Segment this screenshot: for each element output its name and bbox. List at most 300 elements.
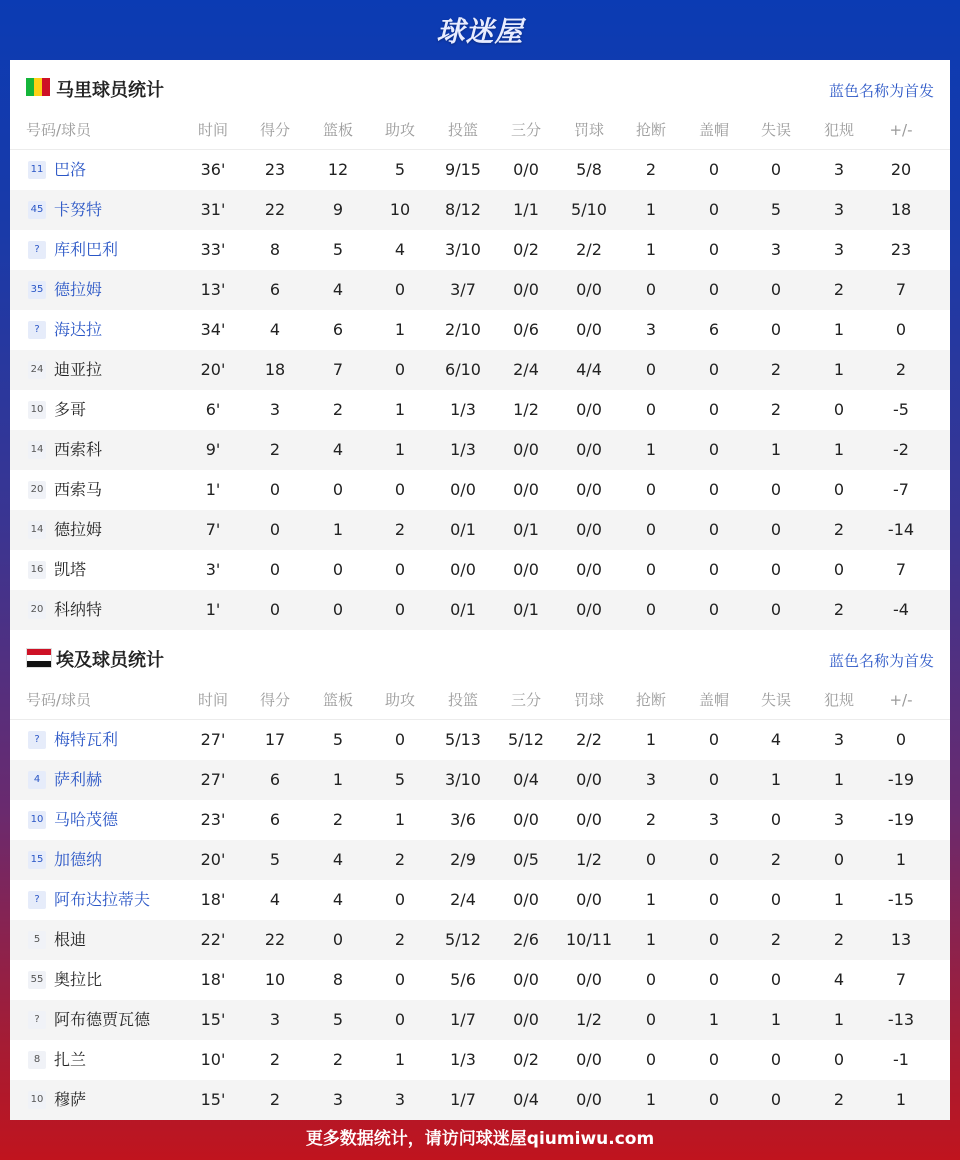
stat-cell: -19 — [887, 770, 915, 789]
stat-cell: 0 — [394, 560, 406, 579]
stat-cell: 0 — [833, 1050, 845, 1069]
stat-cell: 0 — [645, 600, 657, 619]
column-header: +/- — [889, 121, 913, 139]
stat-cell: 0 — [269, 560, 281, 579]
stat-cell: 3 — [332, 1090, 344, 1109]
stat-cell: 0/0 — [450, 480, 476, 499]
stat-cell: 8 — [269, 240, 281, 259]
stat-cell: 7 — [332, 360, 344, 379]
jersey-number: 4 — [28, 771, 46, 789]
stat-cell: 0 — [708, 890, 720, 909]
player-row[interactable] — [10, 800, 950, 840]
player-row[interactable] — [10, 920, 950, 960]
stat-cell: 3 — [645, 770, 657, 789]
player-name[interactable]: 阿布德贾瓦德 — [54, 1010, 151, 1029]
stat-cell: 0 — [332, 480, 344, 499]
team-header — [10, 630, 950, 686]
stat-cell: 0/4 — [513, 770, 539, 789]
stat-cell: 0/6 — [513, 320, 539, 339]
stat-cell: 1/1 — [513, 200, 539, 219]
stat-cell: 0 — [394, 280, 406, 299]
stat-cell: 0/1 — [513, 520, 539, 539]
column-header: 盖帽 — [698, 121, 729, 139]
player-row[interactable] — [10, 310, 950, 350]
column-header: 得分 — [259, 121, 290, 139]
stat-cell: 6' — [205, 400, 221, 419]
player-row[interactable] — [10, 720, 950, 760]
stat-cell: 1 — [332, 770, 344, 789]
stat-cell: 1 — [645, 440, 657, 459]
stat-cell: 0/0 — [576, 810, 602, 829]
player-name[interactable]: 西索马 — [54, 480, 103, 499]
stat-cell: 1 — [833, 890, 845, 909]
stat-cell: -4 — [893, 600, 909, 619]
jersey-number: 24 — [28, 361, 46, 379]
stat-cell: 0/1 — [513, 600, 539, 619]
stat-cell: 0/0 — [576, 600, 602, 619]
stat-cell: 18 — [890, 200, 912, 219]
player-name[interactable]: 库利巴利 — [54, 240, 119, 259]
stat-cell: 0/0 — [576, 1050, 602, 1069]
jersey-number: ? — [28, 731, 46, 749]
stat-cell: 9 — [332, 200, 344, 219]
stat-cell: 1' — [205, 480, 221, 499]
stat-cell: 0/0 — [513, 560, 539, 579]
player-row[interactable] — [10, 960, 950, 1000]
stat-cell: 2 — [332, 400, 344, 419]
stat-cell: 0/0 — [450, 560, 476, 579]
stat-cell: 0/0 — [576, 560, 602, 579]
player-name[interactable]: 马哈茂德 — [54, 810, 119, 829]
stat-cell: -7 — [893, 480, 909, 499]
jersey-number: 55 — [28, 971, 46, 989]
stat-cell: 3 — [833, 730, 845, 749]
stat-cell: 1 — [770, 440, 782, 459]
stat-cell: 2 — [895, 360, 907, 379]
stat-cell: 0 — [708, 1090, 720, 1109]
stat-cell: 0 — [394, 730, 406, 749]
stat-cell: 2/6 — [513, 930, 539, 949]
stat-cell: 6 — [708, 320, 720, 339]
stat-cell: 15' — [200, 1010, 226, 1029]
stat-cell: 2 — [394, 930, 406, 949]
stats-panel — [10, 60, 950, 1120]
stat-cell: 23' — [200, 810, 226, 829]
jersey-number: 14 — [28, 521, 46, 539]
stat-cell: 4 — [269, 320, 281, 339]
stat-cell: 1 — [895, 850, 907, 869]
stat-cell: 5 — [269, 850, 281, 869]
jersey-number: 11 — [28, 161, 46, 179]
stat-cell: 0 — [895, 730, 907, 749]
stat-cell: 17 — [264, 730, 286, 749]
column-header-row — [10, 110, 950, 150]
stat-cell: 1 — [394, 810, 406, 829]
stat-cell: 0 — [770, 1090, 782, 1109]
stat-cell: 6/10 — [445, 360, 481, 379]
player-name[interactable]: 迪亚拉 — [54, 360, 103, 379]
stat-cell: 12 — [327, 160, 349, 179]
stat-cell: 0/2 — [513, 1050, 539, 1069]
stat-cell: 0 — [394, 600, 406, 619]
stat-cell: 4 — [332, 850, 344, 869]
stat-cell: 1 — [708, 1010, 720, 1029]
stat-cell: 1/3 — [450, 440, 476, 459]
stat-cell: 1 — [833, 440, 845, 459]
stat-cell: 1/3 — [450, 1050, 476, 1069]
stat-cell: 2 — [269, 1090, 281, 1109]
stat-cell: 0 — [770, 600, 782, 619]
stat-cell: 0 — [332, 930, 344, 949]
stat-cell: 1 — [394, 1050, 406, 1069]
stat-cell: 0/0 — [576, 400, 602, 419]
stat-cell: 1 — [332, 520, 344, 539]
stat-cell: 0 — [645, 560, 657, 579]
stat-cell: 0 — [394, 970, 406, 989]
player-row[interactable] — [10, 430, 950, 470]
player-name[interactable]: 奥拉比 — [54, 970, 103, 989]
stat-cell: 23 — [890, 240, 912, 259]
stat-cell: 3/6 — [450, 810, 476, 829]
column-header: 助攻 — [384, 691, 415, 709]
stat-cell: 2 — [833, 930, 845, 949]
stat-cell: 0/0 — [576, 890, 602, 909]
column-header: 犯规 — [823, 121, 854, 139]
stat-cell: 5 — [770, 200, 782, 219]
stat-cell: 20 — [890, 160, 912, 179]
player-row[interactable] — [10, 840, 950, 880]
player-name[interactable]: 科纳特 — [54, 600, 103, 619]
stat-cell: 3 — [708, 810, 720, 829]
stat-cell: 0 — [770, 810, 782, 829]
stat-cell: 5/13 — [445, 730, 481, 749]
stat-cell: 0 — [394, 360, 406, 379]
player-name[interactable]: 西索科 — [54, 440, 103, 459]
stat-cell: 2 — [833, 520, 845, 539]
stat-cell: 0/4 — [513, 1090, 539, 1109]
player-row[interactable] — [10, 1000, 950, 1040]
stat-cell: 0 — [708, 400, 720, 419]
stat-cell: 4 — [770, 730, 782, 749]
stat-cell: 20' — [200, 360, 226, 379]
column-header: 得分 — [259, 691, 290, 709]
team-title: 埃及球员统计 — [56, 650, 164, 671]
stat-cell: 10 — [264, 970, 286, 989]
column-header: 投篮 — [447, 691, 478, 709]
player-row[interactable] — [10, 190, 950, 230]
stat-cell: 3 — [645, 320, 657, 339]
player-name[interactable]: 穆萨 — [54, 1090, 87, 1109]
stat-cell: 0 — [645, 1010, 657, 1029]
team-header — [10, 60, 950, 116]
stat-cell: 0 — [332, 600, 344, 619]
stat-cell: 18 — [264, 360, 286, 379]
stat-cell: 10' — [200, 1050, 226, 1069]
stat-cell: 0 — [708, 520, 720, 539]
player-name[interactable]: 海达拉 — [54, 320, 103, 339]
stat-cell: 18' — [200, 890, 226, 909]
stat-cell: 2 — [770, 360, 782, 379]
stat-cell: 10 — [389, 200, 411, 219]
player-name[interactable]: 凯塔 — [54, 560, 87, 579]
player-row[interactable] — [10, 510, 950, 550]
stat-cell: 4 — [394, 240, 406, 259]
column-header: 投篮 — [447, 121, 478, 139]
jersey-number: 35 — [28, 281, 46, 299]
stat-cell: 0/0 — [576, 970, 602, 989]
stat-cell: 1 — [394, 320, 406, 339]
stat-cell: 3/10 — [445, 770, 481, 789]
column-header: 时间 — [197, 121, 228, 139]
column-header: 失误 — [760, 691, 791, 709]
stat-cell: 1/7 — [450, 1090, 476, 1109]
player-name[interactable]: 梅特瓦利 — [54, 730, 119, 749]
column-header-row — [10, 680, 950, 720]
jersey-number: 5 — [28, 931, 46, 949]
column-header: 号码/球员 — [26, 121, 92, 139]
column-header: 盖帽 — [698, 691, 729, 709]
stat-cell: 1' — [205, 600, 221, 619]
stat-cell: 2 — [332, 810, 344, 829]
stat-cell: 2 — [269, 440, 281, 459]
stat-cell: 5/12 — [508, 730, 544, 749]
player-row[interactable] — [10, 150, 950, 190]
stat-cell: 0 — [770, 480, 782, 499]
stat-cell: 0 — [645, 360, 657, 379]
stat-cell: 0 — [833, 480, 845, 499]
jersey-number: 45 — [28, 201, 46, 219]
stat-cell: 1 — [645, 1090, 657, 1109]
stat-cell: 1 — [770, 770, 782, 789]
stat-cell: 7 — [895, 280, 907, 299]
stat-cell: -13 — [887, 1010, 915, 1029]
stat-cell: 7 — [895, 970, 907, 989]
player-row[interactable] — [10, 760, 950, 800]
stat-cell: 1 — [833, 770, 845, 789]
stat-cell: 22 — [264, 930, 286, 949]
player-row[interactable] — [10, 350, 950, 390]
stat-cell: 0 — [708, 200, 720, 219]
stat-cell: -19 — [887, 810, 915, 829]
stat-cell: 0 — [708, 930, 720, 949]
jersey-number: 20 — [28, 601, 46, 619]
stat-cell: 0/0 — [513, 970, 539, 989]
stat-cell: 13 — [890, 930, 912, 949]
mali-flag-icon — [26, 78, 50, 96]
jersey-number: ? — [28, 241, 46, 259]
stat-cell: 0/0 — [576, 770, 602, 789]
stat-cell: -5 — [893, 400, 909, 419]
footer-text: 更多数据统计，请访问球迷屋qiumiwu.com — [305, 1129, 655, 1149]
stat-cell: 1/2 — [576, 850, 602, 869]
column-header: 篮板 — [322, 121, 353, 139]
player-row[interactable] — [10, 880, 950, 920]
stat-cell: -2 — [893, 440, 909, 459]
stat-cell: 2 — [770, 930, 782, 949]
stat-cell: 3 — [770, 240, 782, 259]
stat-cell: 1 — [645, 200, 657, 219]
jersey-number: 20 — [28, 481, 46, 499]
stat-cell: 0 — [708, 160, 720, 179]
stat-cell: 3 — [833, 240, 845, 259]
stat-cell: 1 — [394, 400, 406, 419]
stat-cell: 0 — [708, 730, 720, 749]
stat-cell: 0 — [645, 850, 657, 869]
jersey-number: ? — [28, 891, 46, 909]
stat-cell: 6 — [269, 280, 281, 299]
stat-cell: 31' — [200, 200, 226, 219]
jersey-number: 10 — [28, 811, 46, 829]
stat-cell: 1 — [833, 1010, 845, 1029]
stat-cell: 9' — [205, 440, 221, 459]
column-header: 号码/球员 — [26, 691, 92, 709]
stat-cell: 1 — [895, 1090, 907, 1109]
stat-cell: 2/2 — [576, 240, 602, 259]
column-header: +/- — [889, 691, 913, 709]
stat-cell: 0 — [770, 280, 782, 299]
player-row[interactable] — [10, 590, 950, 630]
stat-cell: 0 — [394, 480, 406, 499]
stat-cell: 2 — [394, 520, 406, 539]
player-row[interactable] — [10, 270, 950, 310]
stat-cell: 20' — [200, 850, 226, 869]
stat-cell: 3 — [269, 1010, 281, 1029]
stat-cell: 1 — [645, 930, 657, 949]
stat-cell: 0 — [770, 520, 782, 539]
stat-cell: 2/9 — [450, 850, 476, 869]
stat-cell: 1 — [833, 360, 845, 379]
egypt-flag-icon — [26, 648, 52, 668]
stat-cell: 1 — [645, 890, 657, 909]
stat-cell: 0 — [708, 480, 720, 499]
stat-cell: 0 — [708, 600, 720, 619]
player-name[interactable]: 根迪 — [54, 930, 87, 949]
stat-cell: 2 — [833, 280, 845, 299]
brand-logo: 球迷屋 — [436, 15, 524, 48]
player-row[interactable] — [10, 470, 950, 510]
stat-cell: 0 — [645, 480, 657, 499]
stat-cell: 0 — [708, 360, 720, 379]
stat-cell: 0 — [770, 1050, 782, 1069]
player-row[interactable] — [10, 550, 950, 590]
stat-cell: 5/6 — [450, 970, 476, 989]
stat-cell: 0/2 — [513, 240, 539, 259]
stat-cell: 6 — [332, 320, 344, 339]
column-header: 罚球 — [573, 121, 604, 139]
stat-cell: 2/10 — [445, 320, 481, 339]
stat-cell: 8 — [332, 970, 344, 989]
jersey-number: 16 — [28, 561, 46, 579]
stat-cell: 2 — [645, 160, 657, 179]
stat-cell: 2 — [269, 1050, 281, 1069]
stat-cell: 4 — [833, 970, 845, 989]
stat-cell: 13' — [200, 280, 226, 299]
stat-cell: 33' — [200, 240, 226, 259]
stat-cell: 0 — [708, 280, 720, 299]
stat-cell: 4 — [269, 890, 281, 909]
stat-cell: 0 — [770, 560, 782, 579]
player-name[interactable]: 德拉姆 — [54, 520, 103, 539]
player-name[interactable]: 德拉姆 — [54, 280, 103, 299]
stat-cell: 0 — [833, 850, 845, 869]
jersey-number: 10 — [28, 1091, 46, 1109]
stat-cell: 6 — [269, 770, 281, 789]
stat-cell: 7' — [205, 520, 221, 539]
stat-cell: 1 — [394, 440, 406, 459]
stat-cell: 5 — [394, 770, 406, 789]
starter-note: 蓝色名称为首发 — [828, 652, 934, 670]
jersey-number: 10 — [28, 401, 46, 419]
stat-cell: 23 — [264, 160, 286, 179]
stat-cell: -14 — [887, 520, 915, 539]
player-name[interactable]: 萨利赫 — [54, 770, 103, 789]
stat-cell: 2/4 — [450, 890, 476, 909]
player-name[interactable]: 多哥 — [54, 400, 87, 419]
column-header: 时间 — [197, 691, 228, 709]
stat-cell: 0/0 — [576, 480, 602, 499]
player-row[interactable] — [10, 230, 950, 270]
stat-cell: 0/0 — [513, 890, 539, 909]
player-name[interactable]: 加德纳 — [54, 850, 103, 869]
stat-cell: 0 — [645, 970, 657, 989]
stat-cell: 5/8 — [576, 160, 602, 179]
jersey-number: 15 — [28, 851, 46, 869]
player-row[interactable] — [10, 1080, 950, 1120]
stat-cell: 0/0 — [513, 480, 539, 499]
player-name[interactable]: 扎兰 — [54, 1050, 87, 1069]
player-name[interactable]: 巴洛 — [54, 160, 87, 179]
player-name[interactable]: 阿布达拉蒂夫 — [54, 890, 151, 909]
stat-cell: 27' — [200, 730, 226, 749]
stat-cell: 3 — [833, 200, 845, 219]
stat-cell: 3 — [269, 400, 281, 419]
stat-cell: 2 — [833, 1090, 845, 1109]
stat-cell: 1 — [645, 730, 657, 749]
stat-cell: 0/5 — [513, 850, 539, 869]
stat-cell: 4 — [332, 890, 344, 909]
stat-cell: 2 — [770, 400, 782, 419]
stat-cell: 1/2 — [513, 400, 539, 419]
stat-cell: 2/2 — [576, 730, 602, 749]
stat-cell: 5/12 — [445, 930, 481, 949]
stat-cell: 0/0 — [576, 280, 602, 299]
stat-cell: -1 — [893, 1050, 909, 1069]
stat-cell: -15 — [887, 890, 915, 909]
stat-cell: 5 — [332, 730, 344, 749]
player-row[interactable] — [10, 1040, 950, 1080]
stat-cell: 0/0 — [576, 520, 602, 539]
stat-cell: 5 — [394, 160, 406, 179]
stat-cell: 1/2 — [576, 1010, 602, 1029]
stat-cell: 3 — [833, 810, 845, 829]
column-header: 抢断 — [635, 121, 666, 139]
stat-cell: 0 — [645, 1050, 657, 1069]
column-header: 罚球 — [573, 691, 604, 709]
stat-cell: 0 — [708, 970, 720, 989]
jersey-number: 14 — [28, 441, 46, 459]
player-name[interactable]: 卡努特 — [54, 200, 103, 219]
stat-cell: 3' — [205, 560, 221, 579]
column-header: 三分 — [510, 691, 541, 709]
player-row[interactable] — [10, 390, 950, 430]
stat-cell: 0 — [770, 970, 782, 989]
team-title: 马里球员统计 — [56, 80, 164, 101]
stat-cell: 3/7 — [450, 280, 476, 299]
stat-cell: 1 — [833, 320, 845, 339]
stat-cell: 9/15 — [445, 160, 481, 179]
stat-cell: 2 — [833, 600, 845, 619]
stat-cell: 5 — [332, 1010, 344, 1029]
